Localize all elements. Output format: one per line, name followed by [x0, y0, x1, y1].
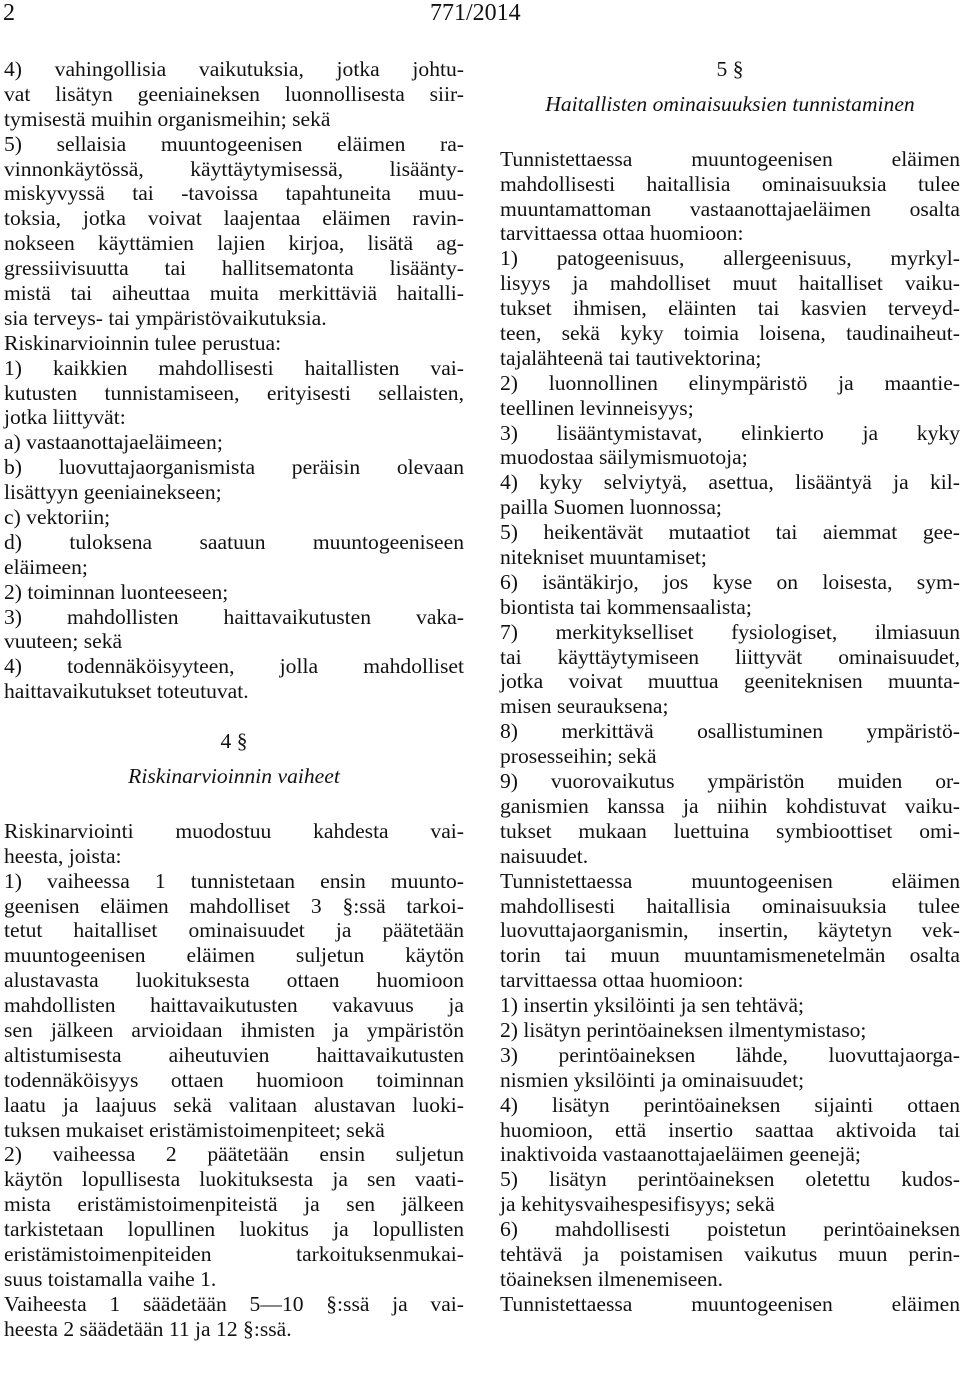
text-line: todennäköisyys ottaen huomioon toiminnan	[4, 1067, 464, 1092]
text-line: haittavaikutukset toteutuvat.	[4, 679, 249, 704]
text-line: b) luovuttajaorganismista peräisin olevaan	[4, 455, 464, 480]
text-line: 1) vaiheessa 1 tunnistetaan ensin muunto-	[4, 868, 464, 893]
text-line: käytön lopullisesta luokituksesta ja sen vaati-	[4, 1167, 464, 1192]
text-line: muuntamattoman vastaanottajaeläimen osalta	[500, 196, 960, 221]
text-line: tukset mukaan luettuina symbioottiset omi-	[500, 818, 960, 843]
text-line: teellinen levinneisyys;	[500, 395, 694, 420]
text-line: biontista tai kommensaalista;	[500, 594, 752, 619]
text-line: lisättyyn geeniainekseen;	[4, 480, 222, 505]
text-line: luovuttajaorganismin, insertin, käytetyn vek-	[500, 918, 960, 943]
text-line: prosesseihin; sekä	[500, 744, 657, 769]
text-line: tarvittaessa ottaa huomioon:	[500, 968, 744, 993]
text-line: 7) merkitykselliset fysiologiset, ilmiasuun	[500, 619, 960, 644]
text-line: 5) lisätyn perintöaineksen oletettu kudos-	[500, 1167, 960, 1192]
text-line: Tunnistettaessa muuntogeenisen eläimen	[500, 1291, 960, 1316]
text-line: misen seurauksena;	[500, 694, 669, 719]
text-line: tuksen mukaiset eristämistoimenpiteet; sekä	[4, 1117, 385, 1142]
text-line: 3) mahdollisten haittavaikutusten vaka-	[4, 604, 464, 629]
text-line: alustavasta luokituksesta ottaen huomioon	[4, 968, 464, 993]
text-line: eläimeen;	[4, 554, 88, 579]
text-line: 3) perintöaineksen lähde, luovuttajaorga-	[500, 1042, 960, 1067]
text-line: vinnonkäytössä, käyttäytymisessä, lisäänty-	[4, 156, 464, 181]
text-line: teen, sekä kyky toimia loisena, taudinaiheut-	[500, 321, 960, 346]
text-line: mista eristämistoimenpiteistä ja sen jälkeen	[4, 1192, 464, 1217]
text-line: tetut haitalliset ominaisuudet ja päätetään	[4, 918, 464, 943]
text-line: Vaiheesta 1 säädetään 5—10 §:ssä ja vai-	[4, 1291, 464, 1316]
text-line: huomioon, että insertio saattaa aktivoida tai	[500, 1117, 960, 1142]
text-line: pailla Suomen luonnossa;	[500, 495, 722, 520]
text-line: jotka liittyvät:	[4, 405, 126, 430]
text-line: mahdollisesti haitallisia ominaisuuksia tulee	[500, 893, 960, 918]
text-line: inaktivoida vastaanottajaeläimen geenejä;	[500, 1142, 861, 1167]
text-line: 2) toiminnan luonteeseen;	[4, 579, 229, 604]
page-number: 2	[3, 0, 15, 26]
text-line: tarvittaessa ottaa huomioon:	[500, 221, 744, 246]
text-line: ja kehitysvaihespesifisyys; sekä	[500, 1192, 775, 1217]
left-column	[4, 57, 464, 1342]
text-line: torin tai muun muuntamismenetelmän osalta	[500, 943, 960, 968]
text-line: vat lisätyn geeniaineksen luonnollisesta siir-	[4, 81, 464, 106]
section-number-5: 5 §	[716, 57, 744, 81]
text-line: c) vektoriin;	[4, 505, 111, 530]
section-title-5: Haitallisten ominaisuuksien tunnistaminen	[545, 91, 915, 116]
text-line: heesta 2 säädetään 11 ja 12 §:ssä.	[4, 1316, 292, 1341]
text-line: 4) lisätyn perintöaineksen sijainti ottaen	[500, 1092, 960, 1117]
text-line: sen jälkeen arvioidaan ihmisten ja ympäristön	[4, 1017, 464, 1042]
text-line: 4) todennäköisyyteen, jolla mahdolliset	[4, 654, 464, 679]
section-number-4: 4 §	[220, 729, 248, 754]
text-line: mahdollisesti haitallisia ominaisuuksia tulee	[500, 171, 960, 196]
text-line: nitekniset muuntamiset;	[500, 545, 707, 570]
text-line: tymisestä muihin organismeihin; sekä	[4, 106, 331, 131]
text-line: heesta, joista:	[4, 843, 122, 868]
text-line: Tunnistettaessa muuntogeenisen eläimen	[500, 146, 960, 171]
text-line: eristämistoimenpiteiden tarkoituksenmukai-	[4, 1241, 464, 1266]
text-line: geenisen eläimen mahdolliset 3 §:ssä tarkoi-	[4, 893, 464, 918]
text-line: toksia, jotka voivat laajentaa eläimen ravin-	[4, 206, 464, 231]
text-line: altistumisesta aiheutuvien haittavaikutusten	[4, 1042, 464, 1067]
text-line: 6) mahdollisesti poistetun perintöaineksen	[500, 1217, 960, 1242]
text-line: tai käyttäytymiseen liittyvät ominaisuudet,	[500, 644, 960, 669]
text-line: 2) luonnollinen elinympäristö ja maantie-	[500, 370, 960, 395]
text-line: Riskinarviointi muodostuu kahdesta vai-	[4, 818, 464, 843]
text-line: tukset ihmisen, eläinten tai kasvien terveyd-	[500, 296, 960, 321]
text-line: tehtävä ja poistamisen vaikutus muun perin-	[500, 1241, 960, 1266]
text-line: 2) vaiheessa 2 päätetään ensin suljetun	[4, 1142, 464, 1167]
left-text-block-2	[4, 819, 464, 1342]
text-line: gressiivisuutta tai hallitsematonta lisäänty-	[4, 256, 464, 281]
text-line: töaineksen ilmenemiseen.	[500, 1266, 724, 1291]
left-text-block-1	[4, 57, 464, 704]
text-line: miskyvyssä tai -tavoissa tapahtuneita muu-	[4, 181, 464, 206]
text-line: mistä tai aiheuttaa muita merkittäviä haitalli-	[4, 281, 464, 306]
text-line: nismien yksilöinti ja ominaisuudet;	[500, 1067, 805, 1092]
text-line: jotka voivat muuttua geeniteknisen muunta-	[500, 669, 960, 694]
text-line: tarkistetaan lopullinen luokitus ja lopullisten	[4, 1217, 464, 1242]
right-column	[500, 57, 960, 1317]
text-line: mahdollisten haittavaikutusten vakavuus ja	[4, 993, 464, 1018]
text-line: 4) kyky selviytyä, asettua, lisääntyä ja kil-	[500, 470, 960, 495]
text-line: muuntogeenisen eläimen suljetun käytön	[4, 943, 464, 968]
text-line: 1) kaikkien mahdollisesti haitallisten vai-	[4, 355, 464, 380]
text-line: 6) isäntäkirjo, jos kyse on loisesta, sym-	[500, 569, 960, 594]
text-line: ganismien kanssa ja niihin kohdistuvat vaiku-	[500, 793, 960, 818]
text-line: 1) patogeenisuus, allergeenisuus, myrkyl-	[500, 246, 960, 271]
text-line: lisyys ja mahdolliset muut haitalliset vaiku-	[500, 271, 960, 296]
text-line: Tunnistettaessa muuntogeenisen eläimen	[500, 868, 960, 893]
text-line: naisuudet.	[500, 843, 589, 868]
text-line: 9) vuorovaikutus ympäristön muiden or-	[500, 769, 960, 794]
text-line: 4) vahingollisia vaikutuksia, jotka johtu-	[4, 57, 464, 81]
text-line: nokseen käyttämien lajien kirjoa, lisätä ag-	[4, 231, 464, 256]
text-line: tajalähteenä tai tautivektorina;	[500, 345, 762, 370]
text-line: Riskinarvioinnin tulee perustua:	[4, 330, 282, 355]
statute-reference: 771/2014	[430, 0, 521, 26]
text-line: laatu ja laajuus sekä valitaan alustavan luoki-	[4, 1092, 464, 1117]
text-line: 2) lisätyn perintöaineksen ilmentymistaso;	[500, 1017, 867, 1042]
text-line: vuuteen; sekä	[4, 629, 123, 654]
text-line: suus toistamalla vaihe 1.	[4, 1266, 217, 1291]
text-line: 3) lisääntymistavat, elinkierto ja kyky	[500, 420, 960, 445]
text-line: 8) merkittävä osallistuminen ympäristö-	[500, 719, 960, 744]
right-text-block	[500, 147, 960, 1317]
text-line: sia terveys- tai ympäristövaikutuksia.	[4, 305, 327, 330]
text-line: 5) sellaisia muuntogeenisen eläimen ra-	[4, 131, 464, 156]
text-line: muodostaa säilymismuotoja;	[500, 445, 748, 470]
text-line: d) tuloksena saatuun muuntogeeniseen	[4, 529, 464, 554]
text-line: kutusten tunnistamiseen, erityisesti sellaisten,	[4, 380, 464, 405]
text-line: a) vastaanottajaeläimeen;	[4, 430, 223, 455]
section-title-4: Riskinarvioinnin vaiheet	[128, 763, 340, 788]
text-line: 1) insertin yksilöinti ja sen tehtävä;	[500, 993, 805, 1018]
text-line: 5) heikentävät mutaatiot tai aiemmat gee-	[500, 520, 960, 545]
